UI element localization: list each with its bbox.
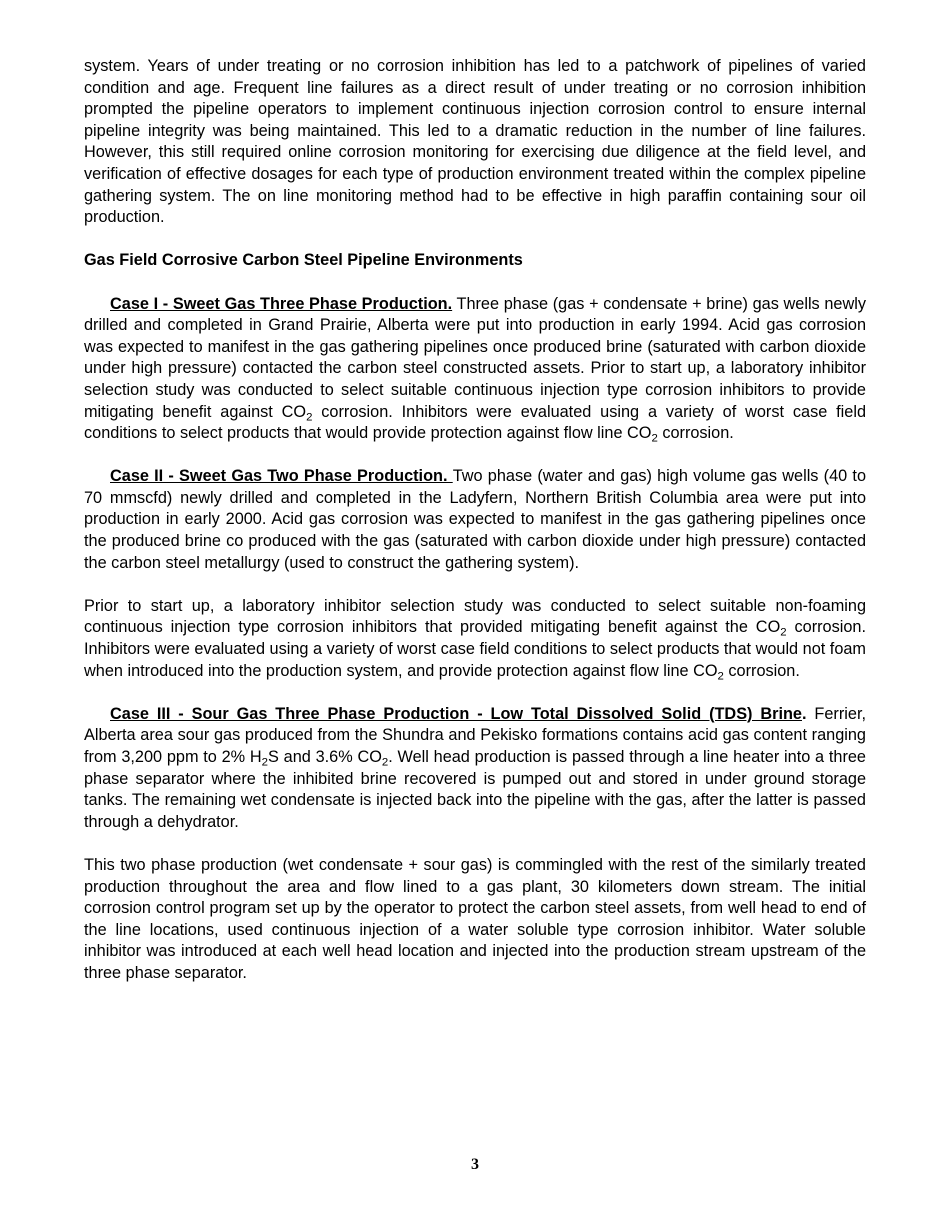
case-2-title: Case II - Sweet Gas Two Phase Production. bbox=[110, 467, 453, 486]
intro-paragraph: system. Years of under treating or no corrosion inhibition has led to a patchwork of pipelines of varied condition and age. Frequent line failures as a direct result of under treating or no corrosion inhibition prompted the pipeline operators to implement continuous injection corrosion control to ensure internal pipeline integrity was being maintained. This led to a dramatic reduction in the number of line failures. However, this still required online corrosion monitoring for exercising due diligence at the field level, and verification of effective dosages for each type of production environment treated within the complex pipeline gathering system. The on line monitoring method had to be effective in high paraffin containing sour oil production. bbox=[84, 57, 866, 227]
case-1-title: Case I - Sweet Gas Three Phase Production. bbox=[110, 294, 453, 313]
case-3-text-a: Ferrier, Alberta area sour gas produced from the Shundra and Pekisko formations contains acid gas content ranging from 3,200 ppm to 2% H bbox=[84, 704, 866, 766]
case-1-text-a: Three phase (gas + condensate + brine) gas wells newly drilled and completed in Grand Prairie, Alberta were put into production in early 1994. Acid gas corrosion was expected to manifest in the gas gathering pipelines once produced brine (saturated with carbon dioxide under high pressure) contacted the carbon steel constructed assets. Prior to start up, a laboratory inhibitor selection study was conducted to select suitable continuous injection type corrosion inhibitors to provide mitigating benefit against CO bbox=[84, 294, 866, 421]
case-2-text: Two phase (water and gas) high volume gas wells (40 to 70 mmscfd) newly drilled and completed in the Ladyfern, Northern British Columbia area were put into production in early 2000. Acid gas corrosion was expected to manifest in the gas gathering pipelines once the produced brine co produced with the gas (saturated with carbon dioxide under high pressure) contacted the carbon steel metallurgy (used to construct the gathering system). bbox=[84, 467, 866, 572]
page-number: 3 bbox=[471, 1156, 479, 1173]
case-3-text-b: S and 3.6% CO bbox=[268, 748, 382, 766]
case-1-subscript-2: 2 bbox=[651, 432, 658, 445]
prior-subscript-1: 2 bbox=[780, 626, 787, 639]
document-page bbox=[84, 56, 866, 1006]
section-heading: Gas Field Corrosive Carbon Steel Pipeline Environments bbox=[84, 251, 523, 270]
case-1-paragraph bbox=[84, 294, 866, 445]
case-1-subscript-1: 2 bbox=[306, 410, 313, 423]
prior-subscript-2: 2 bbox=[717, 670, 724, 683]
case-3-subscript-1: 2 bbox=[261, 756, 269, 769]
final-paragraph: This two phase production (wet condensate + sour gas) is commingled with the rest of the similarly treated production throughout the area and flow lined to a gas plant, 30 kilometers down stream. The initial corrosion control program set up by the operator to protect the carbon steel assets, from well head to end of the line locations, used continuous injection of a water soluble type corrosion inhibitor. Water soluble inhibitor was introduced at each well head location and injected into the production stream upstream of the three phase separator. bbox=[84, 855, 866, 982]
case-3-title: Case III - Sour Gas Three Phase Production - Low Total Dissolved Solid (TDS) Brine bbox=[110, 704, 802, 723]
case-3-subscript-2: 2 bbox=[381, 756, 389, 769]
case-3-title-period: . bbox=[802, 704, 807, 723]
case-2-paragraph bbox=[84, 466, 866, 574]
case-1-text-c: corrosion. bbox=[657, 424, 734, 443]
prior-text-c: corrosion. bbox=[723, 661, 800, 680]
prior-text-b: corrosion. Inhibitors were evaluated using a variety of worst case field conditions to select products that would not foam when introduced into the production system, and provide protection against flow line CO bbox=[84, 618, 866, 680]
case-3-paragraph bbox=[84, 704, 866, 834]
case-3-text-c: . Well head production is passed through a line heater into a three phase separator where the inhibited brine recovered is pumped out and stored in under ground storage tanks. The remaining wet condensate is injected back into the pipeline with the gas, after the latter is passed through a dehydrator. bbox=[84, 748, 866, 831]
case-1-text-b: corrosion. Inhibitors were evaluated using a variety of worst case field conditions to select products that would provide protection against flow line CO bbox=[84, 402, 867, 443]
prior-text-a: Prior to start up, a laboratory inhibitor selection study was conducted to select suitable non-foaming continuous injection type corrosion inhibitors that provided mitigating benefit against the CO bbox=[84, 596, 866, 637]
prior-start-paragraph bbox=[84, 596, 866, 682]
